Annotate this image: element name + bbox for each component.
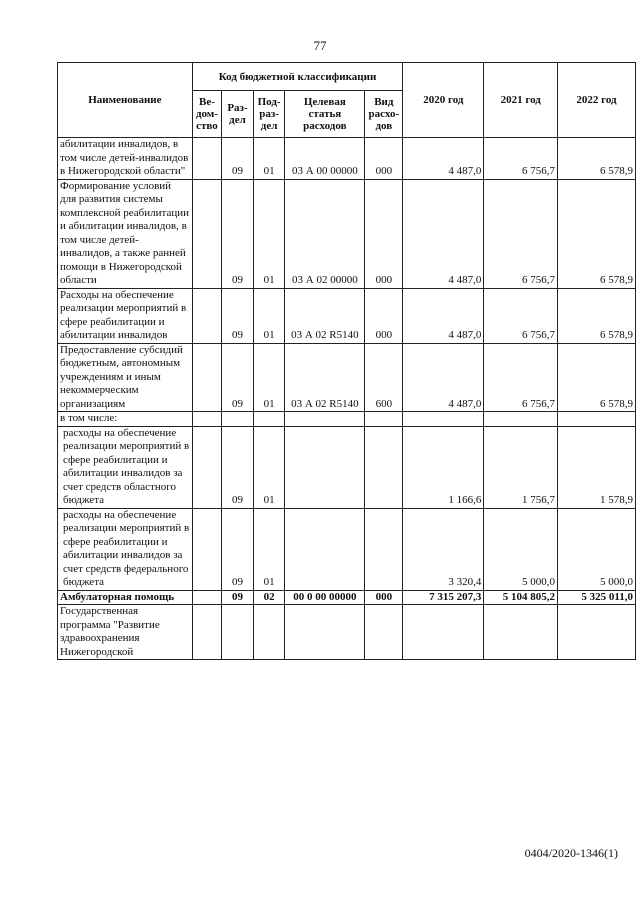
- table-row: [58, 343, 636, 412]
- row-2021: 6 756,7: [484, 343, 558, 412]
- row-vedomstvo: [192, 590, 221, 605]
- row-2020: [403, 412, 484, 427]
- row-2021: 6 756,7: [484, 179, 558, 288]
- row-vedomstvo: [192, 508, 221, 590]
- row-2020: 4 487,0: [403, 179, 484, 288]
- row-vid: 000: [365, 179, 403, 288]
- row-vedomstvo: [192, 343, 221, 412]
- table-row: [58, 605, 636, 660]
- row-celevaya: 03 А 00 00000: [285, 138, 365, 180]
- row-2021: [484, 605, 558, 660]
- row-celevaya: 03 А 02 R5140: [285, 288, 365, 343]
- row-podrazdel: 01: [253, 179, 285, 288]
- row-podrazdel: [253, 412, 285, 427]
- document-code: 0404/2020-1346(1): [524, 846, 618, 860]
- row-2022: 6 578,9: [558, 179, 636, 288]
- row-2020: 7 315 207,3: [403, 590, 484, 605]
- row-podrazdel: 02: [253, 590, 285, 605]
- row-vid: 000: [365, 288, 403, 343]
- row-name: абилитации инвалидов, в том числе детей-инвалидов в Нижегородской области": [58, 138, 193, 180]
- row-podrazdel: [253, 605, 285, 660]
- header-classification: Код бюджетной классификации: [192, 63, 403, 91]
- row-2020: 4 487,0: [403, 288, 484, 343]
- row-razdel: [222, 605, 254, 660]
- row-2022: 6 578,9: [558, 288, 636, 343]
- row-podrazdel: 01: [253, 288, 285, 343]
- row-name: Амбулаторная помощь: [58, 590, 193, 605]
- row-razdel: 09: [222, 508, 254, 590]
- row-2021: 5 104 805,2: [484, 590, 558, 605]
- row-razdel: [222, 412, 254, 427]
- row-vid: [365, 426, 403, 508]
- row-vid: [365, 412, 403, 427]
- header-celevaya: Целевая статья расходов: [285, 91, 365, 138]
- row-podrazdel: 01: [253, 508, 285, 590]
- row-celevaya: 03 А 02 00000: [285, 179, 365, 288]
- row-vedomstvo: [192, 426, 221, 508]
- row-celevaya: 03 А 02 R5140: [285, 343, 365, 412]
- row-celevaya: [285, 508, 365, 590]
- row-2021: [484, 412, 558, 427]
- row-razdel: 09: [222, 179, 254, 288]
- row-name: Расходы на обеспечение реализации мероприятий в сфере реабилитации и абилитации инвалидов: [58, 288, 193, 343]
- table-row: [58, 590, 636, 605]
- row-2020: 4 487,0: [403, 343, 484, 412]
- header-podrazdel: Под-раз-дел: [253, 91, 285, 138]
- page-number: 77: [313, 38, 327, 53]
- row-2022: [558, 605, 636, 660]
- row-2022: [558, 412, 636, 427]
- row-razdel: 09: [222, 288, 254, 343]
- row-vedomstvo: [192, 412, 221, 427]
- row-name: Формирование условий для развития системы комплексной реабилитации и абилитации инвалидов, в том числе детей-инвалидов, а также ранней помощи в Нижегородской области: [58, 179, 193, 288]
- header-name: Наименование: [58, 63, 193, 138]
- row-2020: [403, 605, 484, 660]
- row-vid: [365, 605, 403, 660]
- header-razdel: Раз-дел: [222, 91, 254, 138]
- row-vid: 600: [365, 343, 403, 412]
- row-2022: 6 578,9: [558, 343, 636, 412]
- header-2020: 2020 год: [403, 63, 484, 138]
- row-2020: 1 166,6: [403, 426, 484, 508]
- row-2021: 6 756,7: [484, 138, 558, 180]
- row-vedomstvo: [192, 605, 221, 660]
- header-2022: 2022 год: [558, 63, 636, 138]
- row-razdel: 09: [222, 343, 254, 412]
- table-row: [58, 508, 636, 590]
- row-razdel: 09: [222, 426, 254, 508]
- row-name: Государственная программа "Развитие здравоохранения Нижегородской: [58, 605, 193, 660]
- row-name: расходы на обеспечение реализации мероприятий в сфере реабилитации и абилитации инвалидов за счет средств федерального бюджета: [58, 508, 193, 590]
- row-2022: 1 578,9: [558, 426, 636, 508]
- header-vid: Вид расхо-дов: [365, 91, 403, 138]
- row-vedomstvo: [192, 138, 221, 180]
- table-row: [58, 412, 636, 427]
- row-celevaya: [285, 412, 365, 427]
- row-vedomstvo: [192, 288, 221, 343]
- row-celevaya: 00 0 00 00000: [285, 590, 365, 605]
- row-name: Предоставление субсидий бюджетным, автономным учреждениям и иным некоммерческим организациям: [58, 343, 193, 412]
- row-podrazdel: 01: [253, 343, 285, 412]
- row-vid: 000: [365, 590, 403, 605]
- row-2021: 1 756,7: [484, 426, 558, 508]
- row-2022: 6 578,9: [558, 138, 636, 180]
- row-vid: 000: [365, 138, 403, 180]
- row-razdel: 09: [222, 590, 254, 605]
- table-row: [58, 288, 636, 343]
- row-2022: 5 000,0: [558, 508, 636, 590]
- row-razdel: 09: [222, 138, 254, 180]
- row-podrazdel: 01: [253, 426, 285, 508]
- row-celevaya: [285, 426, 365, 508]
- row-2022: 5 325 011,0: [558, 590, 636, 605]
- table-row: [58, 426, 636, 508]
- header-vedomstvo: Ве-дом-ство: [192, 91, 221, 138]
- table-row: [58, 138, 636, 180]
- row-2020: 3 320,4: [403, 508, 484, 590]
- table-row: [58, 179, 636, 288]
- budget-table: [57, 62, 636, 660]
- row-podrazdel: 01: [253, 138, 285, 180]
- row-2021: 5 000,0: [484, 508, 558, 590]
- row-2021: 6 756,7: [484, 288, 558, 343]
- row-name: расходы на обеспечение реализации мероприятий в сфере реабилитации и абилитации инвалидов за счет средств областного бюджета: [58, 426, 193, 508]
- row-celevaya: [285, 605, 365, 660]
- row-vid: [365, 508, 403, 590]
- row-2020: 4 487,0: [403, 138, 484, 180]
- row-name: в том числе:: [58, 412, 193, 427]
- header-2021: 2021 год: [484, 63, 558, 138]
- row-vedomstvo: [192, 179, 221, 288]
